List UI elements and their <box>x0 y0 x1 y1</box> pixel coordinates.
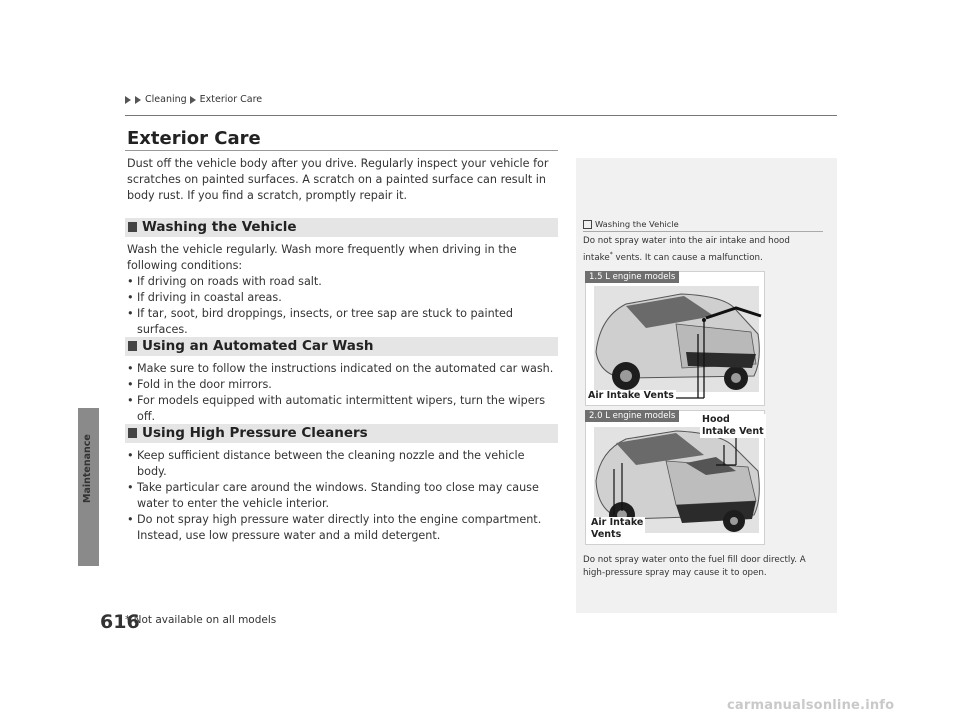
section-heading-automated-wash <box>125 337 558 356</box>
section-washing-text: Wash the vehicle regularly. Wash more frequently when driving in the following conditions: <box>127 243 517 272</box>
callout-air-line1: Air Intake <box>591 517 644 528</box>
section-square-icon <box>128 222 137 232</box>
breadcrumb-arrow-icon <box>125 96 131 104</box>
list-item: • Fold in the door mirrors. <box>127 377 555 393</box>
list-item: • For models equipped with automatic intermittent wipers, turn the wipers off. <box>127 393 555 425</box>
callout-air-intake-vents: Air Intake Vents <box>588 390 674 401</box>
list-item: • Keep sufficient distance between the cleaning nozzle and the vehicle body. <box>127 448 555 480</box>
page-number: 616 <box>100 611 140 633</box>
callout-air-intake-vents-2 <box>589 517 645 541</box>
image-2-label: 2.0 L engine models <box>585 410 679 422</box>
side-note-heading-label: Washing the Vehicle <box>595 219 679 229</box>
side-note-divider <box>583 231 823 232</box>
breadcrumb-item-exterior-care[interactable]: Exterior Care <box>199 94 263 105</box>
section-heading-label: Washing the Vehicle <box>142 219 297 235</box>
car-image-1-5l <box>585 271 765 406</box>
breadcrumb-arrow-icon <box>190 96 196 104</box>
list-item: • If tar, soot, bird droppings, insects, or tree sap are stuck to painted surfaces. <box>127 306 555 338</box>
section-heading-high-pressure <box>125 424 558 443</box>
intro-paragraph: Dust off the vehicle body after you drive. Regularly inspect your vehicle for scratches on painted surfaces. A scratch on a painted surface can result in body rust. If you find a scratch, promptly repair it. <box>127 157 549 202</box>
callout-hood-intake-vent <box>700 414 766 438</box>
callout-hood-line2: Intake Vent <box>702 426 764 437</box>
image-1-label: 1.5 L engine models <box>585 271 679 283</box>
chapter-tab-label: Maintenance <box>82 434 93 503</box>
list-item: • If driving on roads with road salt. <box>127 274 555 290</box>
section-heading-label: Using High Pressure Cleaners <box>142 425 368 441</box>
side-note-text-1a: Do not spray water into the air intake and hood <box>583 236 790 246</box>
footnote: * Not available on all models <box>125 614 277 626</box>
breadcrumb <box>125 94 262 105</box>
title-divider <box>125 150 558 151</box>
list-item: • Make sure to follow the instructions indicated on the automated car wash. <box>127 361 555 377</box>
watermark: carmanualsonline.info <box>727 698 895 713</box>
header-divider <box>125 115 837 116</box>
section-square-icon <box>128 341 137 351</box>
breadcrumb-arrow-icon <box>135 96 141 104</box>
callout-air-line2: Vents <box>591 529 622 540</box>
callout-hood-line1: Hood <box>702 414 730 425</box>
page-title: Exterior Care <box>127 128 261 149</box>
side-note-text-2: Do not spray water onto the fuel fill door directly. A high-pressure spray may cause it to open. <box>583 555 806 578</box>
breadcrumb-item-cleaning[interactable]: Cleaning <box>145 94 187 105</box>
list-item: • If driving in coastal areas. <box>127 290 555 306</box>
list-item: • Take particular care around the windows. Standing too close may cause water to enter the vehicle interior. <box>127 480 555 512</box>
section-washing-body <box>127 242 555 338</box>
list-item: • Do not spray high pressure water directly into the engine compartment. Instead, use low pressure water and a mild detergent. <box>127 512 555 544</box>
side-note-text-1b: intake <box>583 252 610 263</box>
section-heading-washing <box>125 218 558 237</box>
car-1-5l-illustration <box>586 272 764 405</box>
footnote-mark: * <box>609 251 613 258</box>
section-high-pressure-body <box>127 448 555 544</box>
section-heading-label: Using an Automated Car Wash <box>142 338 374 354</box>
side-note-heading <box>583 219 679 229</box>
reference-icon <box>583 220 592 229</box>
side-note-text-1 <box>583 235 819 265</box>
section-square-icon <box>128 428 137 438</box>
section-automated-wash-body <box>127 361 555 425</box>
side-note-text-1c: vents. It can cause a malfunction. <box>612 252 763 263</box>
